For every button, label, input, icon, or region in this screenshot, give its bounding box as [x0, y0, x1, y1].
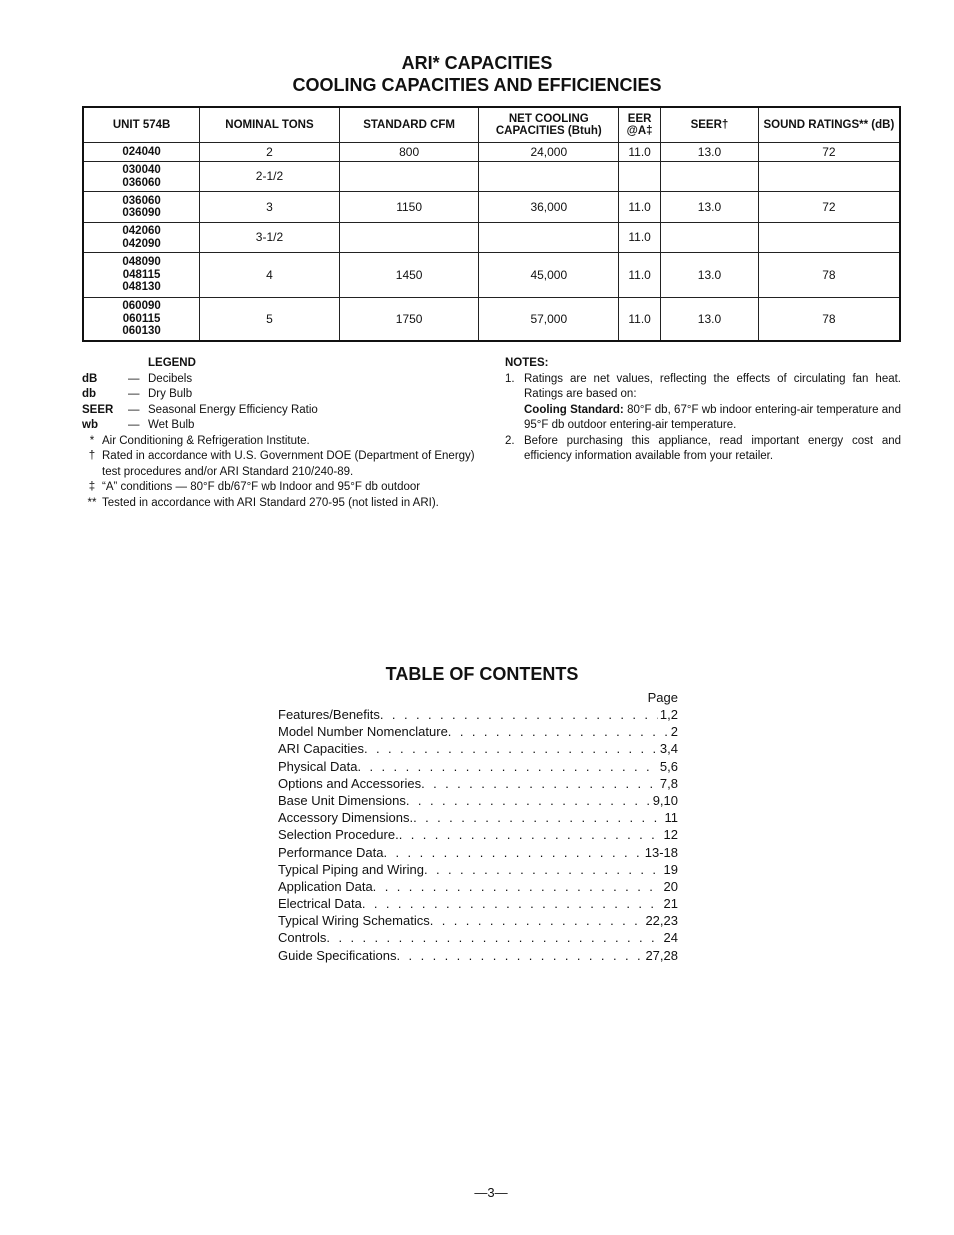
toc-entry: Selection Procedure. . . . 12 [278, 826, 678, 843]
legend-item: db — Dry Bulb [82, 388, 193, 400]
cell-sound: 78 [758, 253, 900, 298]
table-row [83, 298, 900, 341]
toc-title: TABLE OF CONTENTS [385, 664, 579, 684]
legend [82, 356, 482, 511]
toc-entry: Base Unit Dimensions . . . 9,10 [278, 792, 678, 809]
legend-heading: LEGEND [148, 357, 196, 369]
cell-tons: 5 [200, 298, 340, 341]
table-row [83, 143, 900, 162]
cell-seer [661, 162, 759, 192]
cell-capacity: 45,000 [479, 253, 619, 298]
cell-cfm [339, 162, 479, 192]
cell-capacity: 36,000 [479, 192, 619, 223]
note-2 [505, 434, 901, 465]
cell-tons: 2-1/2 [200, 162, 340, 192]
cell-seer: 13.0 [661, 298, 759, 341]
toc-entry: Controls . . . 24 [278, 929, 678, 946]
cell-eer: 11.0 [619, 192, 661, 223]
table-row [83, 223, 900, 253]
toc-entry: Model Number Nomenclature . . . 2 [278, 723, 678, 740]
cell-unit: 036060 036090 [83, 192, 200, 223]
cell-unit: 024040 [83, 143, 200, 162]
col-header-cfm: STANDARD CFM [339, 107, 479, 143]
note-2-number: 2. [505, 434, 515, 447]
cell-cfm: 1150 [339, 192, 479, 223]
note-2-text: Before purchasing this appliance, read important energy cost and efficiency information available from your retailer. [524, 434, 901, 462]
cell-sound [758, 162, 900, 192]
note-1 [505, 372, 901, 434]
cell-capacity: 24,000 [479, 143, 619, 162]
legend-footnote: † Rated in accordance with U.S. Government DOE (Department of Energy) test procedures and/or ARI Standard 210/240-89. [88, 450, 475, 478]
toc-entry: Typical Wiring Schematics . . . 22,23 [278, 912, 678, 929]
capacities-table [82, 106, 901, 342]
table-header-row [83, 107, 900, 143]
toc-entry: Accessory Dimensions. . . . 11 [278, 809, 678, 826]
cell-unit: 060090 060115 060130 [83, 298, 200, 341]
cell-eer: 11.0 [619, 223, 661, 253]
col-header-unit: UNIT 574B [83, 107, 200, 143]
cell-eer: 11.0 [619, 298, 661, 341]
legend-item: wb — Wet Bulb [82, 419, 195, 431]
toc-entry: Performance Data . . . 13-18 [278, 844, 678, 861]
table-row [83, 253, 900, 298]
cell-eer: 11.0 [619, 253, 661, 298]
col-header-sound: SOUND RATINGS** (dB) [758, 107, 900, 143]
cell-cfm: 1450 [339, 253, 479, 298]
cell-seer [661, 223, 759, 253]
cell-unit: 042060 042090 [83, 223, 200, 253]
cell-tons: 2 [200, 143, 340, 162]
toc-entry: Features/Benefits . . . 1,2 [278, 706, 678, 723]
table-of-contents [278, 689, 678, 964]
legend-footnote: ** Tested in accordance with ARI Standard 270-95 (not listed in ARI). [87, 496, 439, 509]
toc-entry: Application Data . . . 20 [278, 878, 678, 895]
legend-item: SEER — Seasonal Energy Efficiency Ratio [82, 403, 318, 416]
page-number: —3— [474, 1185, 508, 1200]
legend-footnote: ‡ “A” conditions — 80°F db/67°F wb Indoor and 95°F db outdoor [88, 481, 421, 493]
legend-item: dB — Decibels [82, 372, 193, 385]
cell-cfm [339, 223, 479, 253]
cell-capacity [479, 223, 619, 253]
cell-seer: 13.0 [661, 192, 759, 223]
table-row [83, 162, 900, 192]
cell-capacity: 57,000 [479, 298, 619, 341]
cell-capacity [479, 162, 619, 192]
cell-sound [758, 223, 900, 253]
col-header-eer: EER @A‡ [619, 107, 661, 143]
cell-cfm: 1750 [339, 298, 479, 341]
cell-cfm: 800 [339, 143, 479, 162]
toc-entry: ARI Capacities . . . 3,4 [278, 740, 678, 757]
cell-unit: 048090 048115 048130 [83, 253, 200, 298]
title-line-2: COOLING CAPACITIES AND EFFICIENCIES [292, 75, 662, 95]
notes [505, 356, 901, 465]
legend-footnote: * Air Conditioning & Refrigeration Institute. [89, 434, 310, 447]
cell-unit: 030040 036060 [83, 162, 200, 192]
toc-entry: Electrical Data . . . 21 [278, 895, 678, 912]
table-row [83, 192, 900, 223]
toc-page-header: Page [647, 690, 678, 705]
cell-eer [619, 162, 661, 192]
col-header-seer: SEER† [661, 107, 759, 143]
toc-entry: Guide Specifications . . . 27,28 [278, 947, 678, 964]
cell-sound: 72 [758, 192, 900, 223]
cell-seer: 13.0 [661, 143, 759, 162]
toc-entry: Typical Piping and Wiring . . . 19 [278, 861, 678, 878]
cell-eer: 11.0 [619, 143, 661, 162]
cell-seer: 13.0 [661, 253, 759, 298]
note-1-standard-label: Cooling Standard: [524, 403, 624, 416]
col-header-tons: NOMINAL TONS [200, 107, 340, 143]
title-line-1: ARI* CAPACITIES [401, 53, 553, 73]
col-header-capacity: NET COOLING CAPACITIES (Btuh) [479, 107, 619, 143]
cell-tons: 4 [200, 253, 340, 298]
cell-tons: 3 [200, 192, 340, 223]
toc-entry: Options and Accessories . . . 7,8 [278, 775, 678, 792]
cell-sound: 78 [758, 298, 900, 341]
cell-sound: 72 [758, 143, 900, 162]
note-1-standard-text: 80°F db, 67°F wb indoor entering-air temperature and 95°F db outdoor entering-air temperature. [524, 403, 901, 431]
note-1-text: Ratings are net values, reflecting the effects of circulating fan heat. Ratings are based on: [524, 372, 901, 400]
toc-entry: Physical Data . . . 5,6 [278, 758, 678, 775]
cell-tons: 3-1/2 [200, 223, 340, 253]
note-1-number: 1. [505, 372, 515, 385]
notes-heading: NOTES: [505, 357, 549, 369]
